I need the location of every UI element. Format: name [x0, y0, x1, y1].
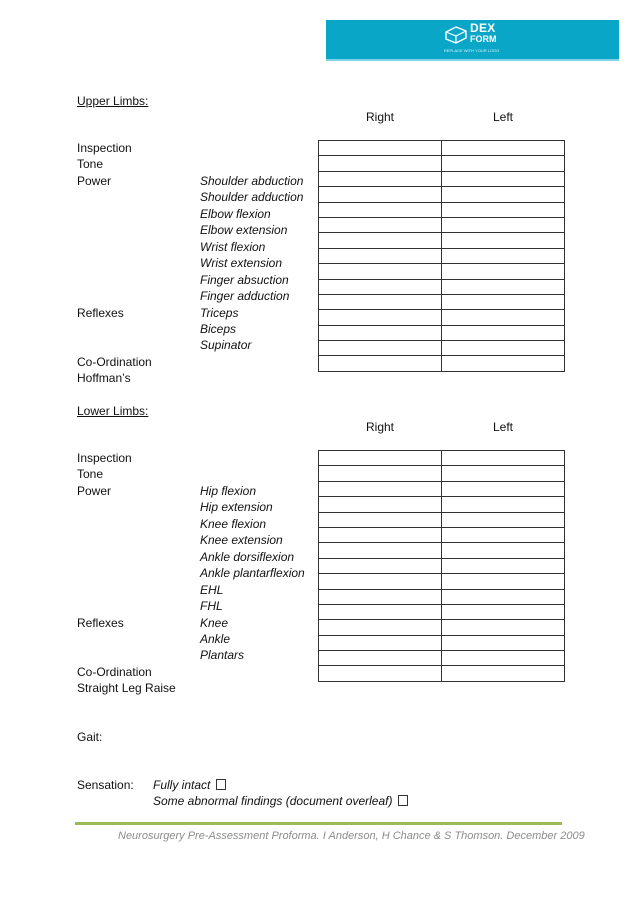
row-label: Tone	[77, 157, 104, 172]
row-sublabel: EHL	[200, 582, 224, 597]
cell-left[interactable]	[442, 141, 565, 156]
cell-right[interactable]	[319, 279, 442, 294]
cell-left[interactable]	[442, 651, 565, 666]
table-row	[319, 294, 565, 309]
cell-left[interactable]	[442, 574, 565, 589]
cell-left[interactable]	[442, 341, 565, 356]
cell-left[interactable]	[442, 356, 565, 371]
row-sublabel: Knee flexion	[200, 516, 267, 531]
table-row	[319, 248, 565, 263]
row-sublabel: Finger adduction	[200, 289, 290, 304]
table-row	[319, 512, 565, 527]
table-row	[319, 635, 565, 650]
cell-left[interactable]	[442, 310, 565, 325]
upper-limbs-table	[318, 140, 565, 372]
cell-left[interactable]	[442, 187, 565, 202]
cell-right[interactable]	[319, 543, 442, 558]
cell-left[interactable]	[442, 635, 565, 650]
table-row	[319, 543, 565, 558]
row-sublabel: Biceps	[200, 321, 237, 336]
row-sublabel: Shoulder adduction	[200, 190, 304, 205]
row-sublabel: Knee extension	[200, 533, 283, 548]
table-row	[319, 325, 565, 340]
upper-col-left: Left	[493, 110, 514, 124]
row-sublabel: Knee	[200, 615, 229, 630]
cell-left[interactable]	[442, 666, 565, 681]
cell-right[interactable]	[319, 604, 442, 619]
cell-left[interactable]	[442, 217, 565, 232]
table-row	[319, 233, 565, 248]
row-sublabel: Ankle plantarflexion	[200, 566, 305, 581]
cell-left[interactable]	[442, 202, 565, 217]
table-row	[319, 497, 565, 512]
cell-right[interactable]	[319, 558, 442, 573]
cell-right[interactable]	[319, 171, 442, 186]
cell-left[interactable]	[442, 233, 565, 248]
lower-col-left: Left	[493, 420, 514, 434]
cell-right[interactable]	[319, 574, 442, 589]
table-row	[319, 264, 565, 279]
gait-label: Gait:	[77, 730, 103, 744]
table-row	[319, 666, 565, 681]
row-sublabel: Hip flexion	[200, 483, 257, 498]
row-sublabel: Shoulder abduction	[200, 173, 304, 188]
table-row	[319, 574, 565, 589]
cell-right[interactable]	[319, 356, 442, 371]
lower-limbs-heading: Lower Limbs:	[77, 404, 149, 418]
cell-right[interactable]	[319, 451, 442, 466]
table-row	[319, 604, 565, 619]
cell-right[interactable]	[319, 651, 442, 666]
cell-left[interactable]	[442, 481, 565, 496]
row-sublabel: Ankle dorsiflexion	[200, 549, 295, 564]
cell-right[interactable]	[319, 341, 442, 356]
row-sublabel: FHL	[200, 599, 223, 614]
cell-right[interactable]	[319, 264, 442, 279]
cell-right[interactable]	[319, 141, 442, 156]
table-row	[319, 171, 565, 186]
row-label: Reflexes	[77, 615, 124, 630]
table-row	[319, 527, 565, 542]
row-sublabel: Wrist flexion	[200, 239, 266, 254]
cell-right[interactable]	[319, 187, 442, 202]
cell-right[interactable]	[319, 512, 442, 527]
row-sublabel: Supinator	[200, 338, 252, 353]
table-row	[319, 341, 565, 356]
cell-right[interactable]	[319, 233, 442, 248]
row-sublabel: Hip extension	[200, 500, 273, 515]
row-label: Power	[77, 173, 112, 188]
lower-limbs-table	[318, 450, 565, 682]
upper-limbs-heading: Upper Limbs:	[77, 94, 149, 108]
row-sublabel: Finger absuction	[200, 272, 289, 287]
box-logo-icon	[444, 25, 468, 45]
row-label: Inspection	[77, 141, 132, 155]
logo-banner	[326, 20, 619, 61]
table-row	[319, 620, 565, 635]
cell-left[interactable]	[442, 156, 565, 171]
logo-text-dex: DEX	[470, 21, 496, 35]
checkbox-icon[interactable]	[398, 795, 408, 806]
cell-left[interactable]	[442, 527, 565, 542]
cell-left[interactable]	[442, 451, 565, 466]
table-row	[319, 481, 565, 496]
row-label: Co-Ordination	[77, 664, 152, 679]
sensation-option-abnormal[interactable]	[153, 793, 408, 809]
cell-right[interactable]	[319, 589, 442, 604]
cell-left[interactable]	[442, 620, 565, 635]
table-row	[319, 156, 565, 171]
cell-right[interactable]	[319, 620, 442, 635]
cell-left[interactable]	[442, 279, 565, 294]
cell-left[interactable]	[442, 543, 565, 558]
sensation-option-fully-intact[interactable]	[153, 777, 226, 793]
checkbox-icon[interactable]	[216, 779, 226, 790]
logo-text-form: FORM	[470, 34, 497, 44]
row-sublabel: Wrist extension	[200, 256, 283, 271]
cell-left[interactable]	[442, 294, 565, 309]
table-row	[319, 141, 565, 156]
footer-rule	[75, 822, 562, 825]
cell-right[interactable]	[319, 202, 442, 217]
row-label: Hoffman’s	[77, 371, 131, 386]
table-row	[319, 187, 565, 202]
row-sublabel: Elbow extension	[200, 223, 288, 238]
cell-right[interactable]	[319, 481, 442, 496]
table-row	[319, 466, 565, 481]
row-label: Tone	[77, 467, 104, 482]
option-label: Fully intact	[153, 778, 211, 792]
table-row	[319, 279, 565, 294]
table-row	[319, 589, 565, 604]
footer-text: Neurosurgery Pre-Assessment Proforma. I Anderson, H Chance & S Thomson. December 2009	[118, 830, 585, 842]
cell-left[interactable]	[442, 604, 565, 619]
cell-left[interactable]	[442, 466, 565, 481]
row-label: Reflexes	[77, 305, 124, 320]
lower-col-right: Right	[366, 420, 395, 434]
cell-left[interactable]	[442, 497, 565, 512]
table-row	[319, 651, 565, 666]
row-sublabel: Ankle	[200, 631, 231, 646]
cell-left[interactable]	[442, 589, 565, 604]
row-sublabel: Triceps	[200, 305, 239, 320]
cell-left[interactable]	[442, 325, 565, 340]
row-sublabel: Plantars	[200, 648, 245, 663]
cell-right[interactable]	[319, 310, 442, 325]
cell-right[interactable]	[319, 156, 442, 171]
cell-right[interactable]	[319, 325, 442, 340]
logo-tagline: REPLACE WITH YOUR LOGO	[444, 48, 500, 53]
cell-right[interactable]	[319, 666, 442, 681]
upper-col-right: Right	[366, 110, 395, 124]
cell-right[interactable]	[319, 527, 442, 542]
row-label: Straight Leg Raise	[77, 681, 176, 696]
row-label: Inspection	[77, 451, 132, 465]
option-label: Some abnormal findings (document overleaf)	[153, 794, 393, 808]
table-row	[319, 202, 565, 217]
table-row	[319, 558, 565, 573]
cell-left[interactable]	[442, 248, 565, 263]
cell-left[interactable]	[442, 171, 565, 186]
cell-right[interactable]	[319, 217, 442, 232]
sensation-label: Sensation:	[77, 778, 134, 792]
table-row	[319, 217, 565, 232]
cell-right[interactable]	[319, 466, 442, 481]
cell-left[interactable]	[442, 264, 565, 279]
table-row	[319, 356, 565, 371]
row-sublabel: Elbow flexion	[200, 206, 271, 221]
table-row	[319, 310, 565, 325]
cell-right[interactable]	[319, 635, 442, 650]
cell-left[interactable]	[442, 512, 565, 527]
cell-right[interactable]	[319, 248, 442, 263]
cell-right[interactable]	[319, 497, 442, 512]
row-label: Power	[77, 483, 112, 498]
table-row	[319, 451, 565, 466]
row-label: Co-Ordination	[77, 354, 152, 369]
cell-right[interactable]	[319, 294, 442, 309]
cell-left[interactable]	[442, 558, 565, 573]
